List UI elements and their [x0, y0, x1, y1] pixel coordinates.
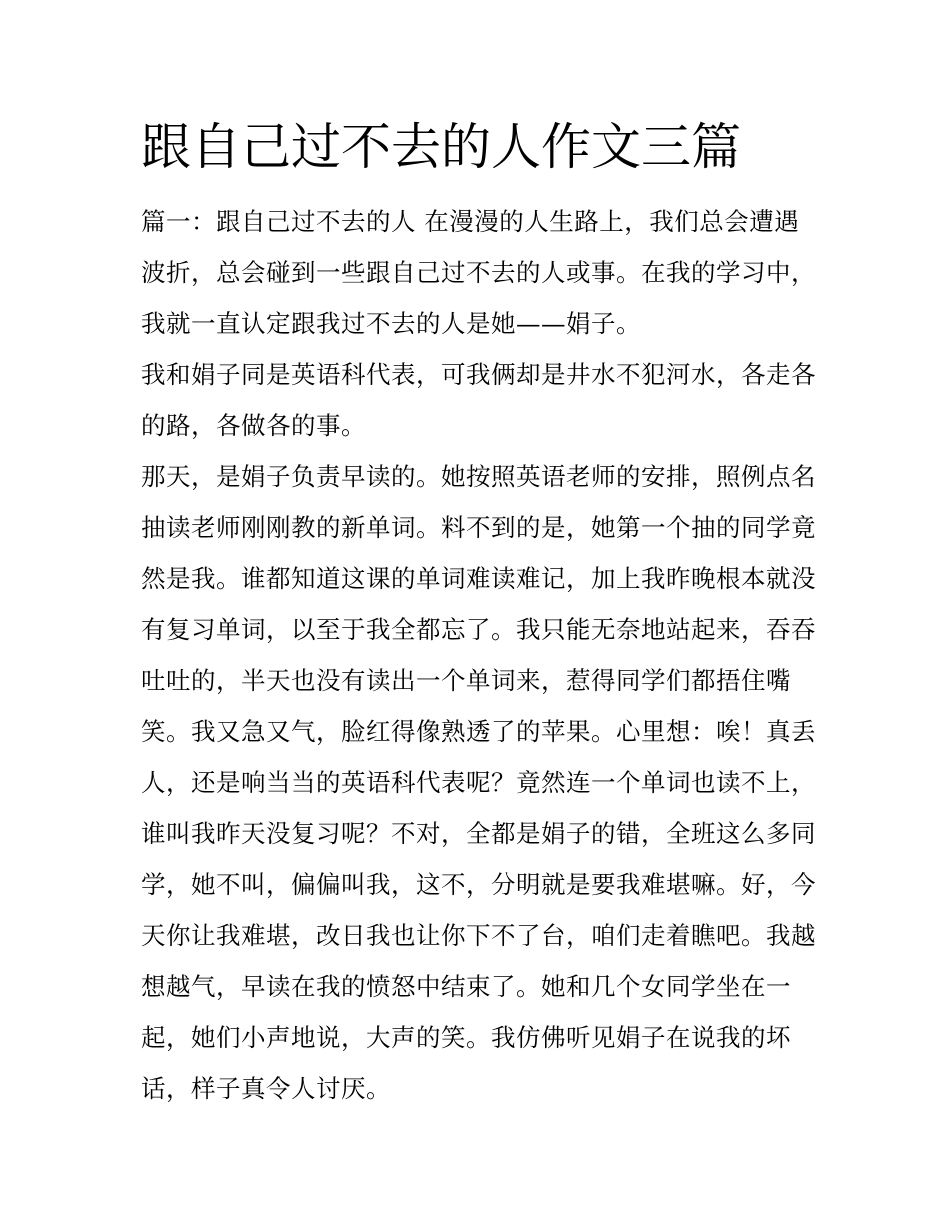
body-line: 篇一：跟自己过不去的人 在漫漫的人生路上，我们总会遭遇: [141, 207, 800, 236]
body-line: 话，样子真令人讨厌。: [141, 1074, 391, 1103]
body-line: 想越气，早读在我的愤怒中结束了。她和几个女同学坐在一: [141, 972, 791, 1001]
body-line: 吐吐的，半天也没有读出一个单词来，惹得同学们都捂住嘴: [141, 666, 791, 695]
body-line: 谁叫我昨天没复习呢？不对，全都是娟子的错，全班这么多同: [141, 819, 816, 848]
body-line: 那天，是娟子负责早读的。她按照英语老师的安排，照例点名: [141, 462, 816, 491]
body-line: 我就一直认定跟我过不去的人是她——娟子。: [141, 309, 641, 338]
body-line: 抽读老师刚刚教的新单词。料不到的是，她第一个抽的同学竟: [141, 513, 816, 542]
body-line: 的路，各做各的事。: [141, 411, 366, 440]
body-line: 笑。我又急又气，脸红得像熟透了的苹果。心里想：唉！真丢: [141, 717, 816, 746]
body-line: 然是我。谁都知道这课的单词难读难记，加上我昨晚根本就没: [141, 564, 816, 593]
body-line: 天你让我难堪，改日我也让你下不了台，咱们走着瞧吧。我越: [141, 921, 816, 950]
body-line: 有复习单词，以至于我全都忘了。我只能无奈地站起来，吞吞: [141, 615, 816, 644]
body-line: 起，她们小声地说，大声的笑。我仿佛听见娟子在说我的坏: [141, 1023, 791, 1052]
body-line: 学，她不叫，偏偏叫我，这不，分明就是要我难堪嘛。好，今: [141, 870, 816, 899]
document-body: [141, 196, 821, 1114]
body-line: 我和娟子同是英语科代表，可我俩却是井水不犯河水，各走各: [141, 360, 816, 389]
body-line: 波折，总会碰到一些跟自己过不去的人或事。在我的学习中，: [141, 258, 816, 287]
document-title: 跟自己过不去的人作文三篇: [141, 118, 741, 176]
body-line: 人，还是响当当的英语科代表呢？竟然连一个单词也读不上，: [141, 768, 816, 797]
